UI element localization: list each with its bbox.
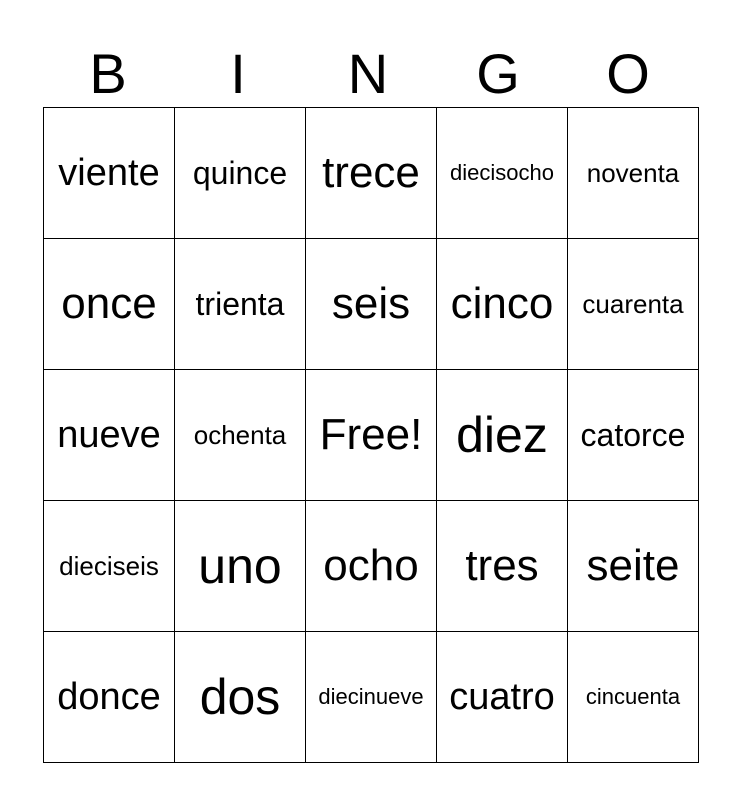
- bingo-cell[interactable]: once: [44, 239, 175, 370]
- bingo-cell[interactable]: cuatro: [437, 632, 568, 763]
- bingo-cell[interactable]: uno: [175, 501, 306, 632]
- bingo-cell[interactable]: catorce: [568, 370, 699, 501]
- bingo-cell[interactable]: dieciseis: [44, 501, 175, 632]
- bingo-cell[interactable]: viente: [44, 108, 175, 239]
- board-row: [44, 108, 699, 239]
- header-letter-g: G: [476, 42, 520, 105]
- bingo-cell[interactable]: trienta: [175, 239, 306, 370]
- bingo-cell[interactable]: cuarenta: [568, 239, 699, 370]
- header-letter-i: I: [230, 42, 246, 105]
- bingo-cell[interactable]: quince: [175, 108, 306, 239]
- bingo-cell[interactable]: dos: [175, 632, 306, 763]
- bingo-cell[interactable]: trece: [306, 108, 437, 239]
- bingo-cell[interactable]: cinco: [437, 239, 568, 370]
- header-letter-o: O: [606, 42, 650, 105]
- bingo-cell[interactable]: noventa: [568, 108, 699, 239]
- bingo-cell[interactable]: nueve: [44, 370, 175, 501]
- bingo-cell[interactable]: tres: [437, 501, 568, 632]
- bingo-cell[interactable]: ochenta: [175, 370, 306, 501]
- board-row: [44, 632, 699, 763]
- bingo-cell[interactable]: diecisocho: [437, 108, 568, 239]
- bingo-cell[interactable]: seis: [306, 239, 437, 370]
- board-row: [44, 370, 699, 501]
- bingo-cell[interactable]: diecinueve: [306, 632, 437, 763]
- bingo-cell[interactable]: ocho: [306, 501, 437, 632]
- bingo-cell[interactable]: diez: [437, 370, 568, 501]
- header-letter-n: N: [347, 42, 389, 105]
- free-space-cell[interactable]: Free!: [306, 370, 437, 501]
- header-letter-b: B: [89, 42, 127, 105]
- board-row: [44, 501, 699, 632]
- bingo-board: [43, 107, 699, 763]
- board-row: [44, 239, 699, 370]
- bingo-cell[interactable]: seite: [568, 501, 699, 632]
- bingo-cell[interactable]: donce: [44, 632, 175, 763]
- bingo-cell[interactable]: cincuenta: [568, 632, 699, 763]
- bingo-header: [43, 40, 693, 108]
